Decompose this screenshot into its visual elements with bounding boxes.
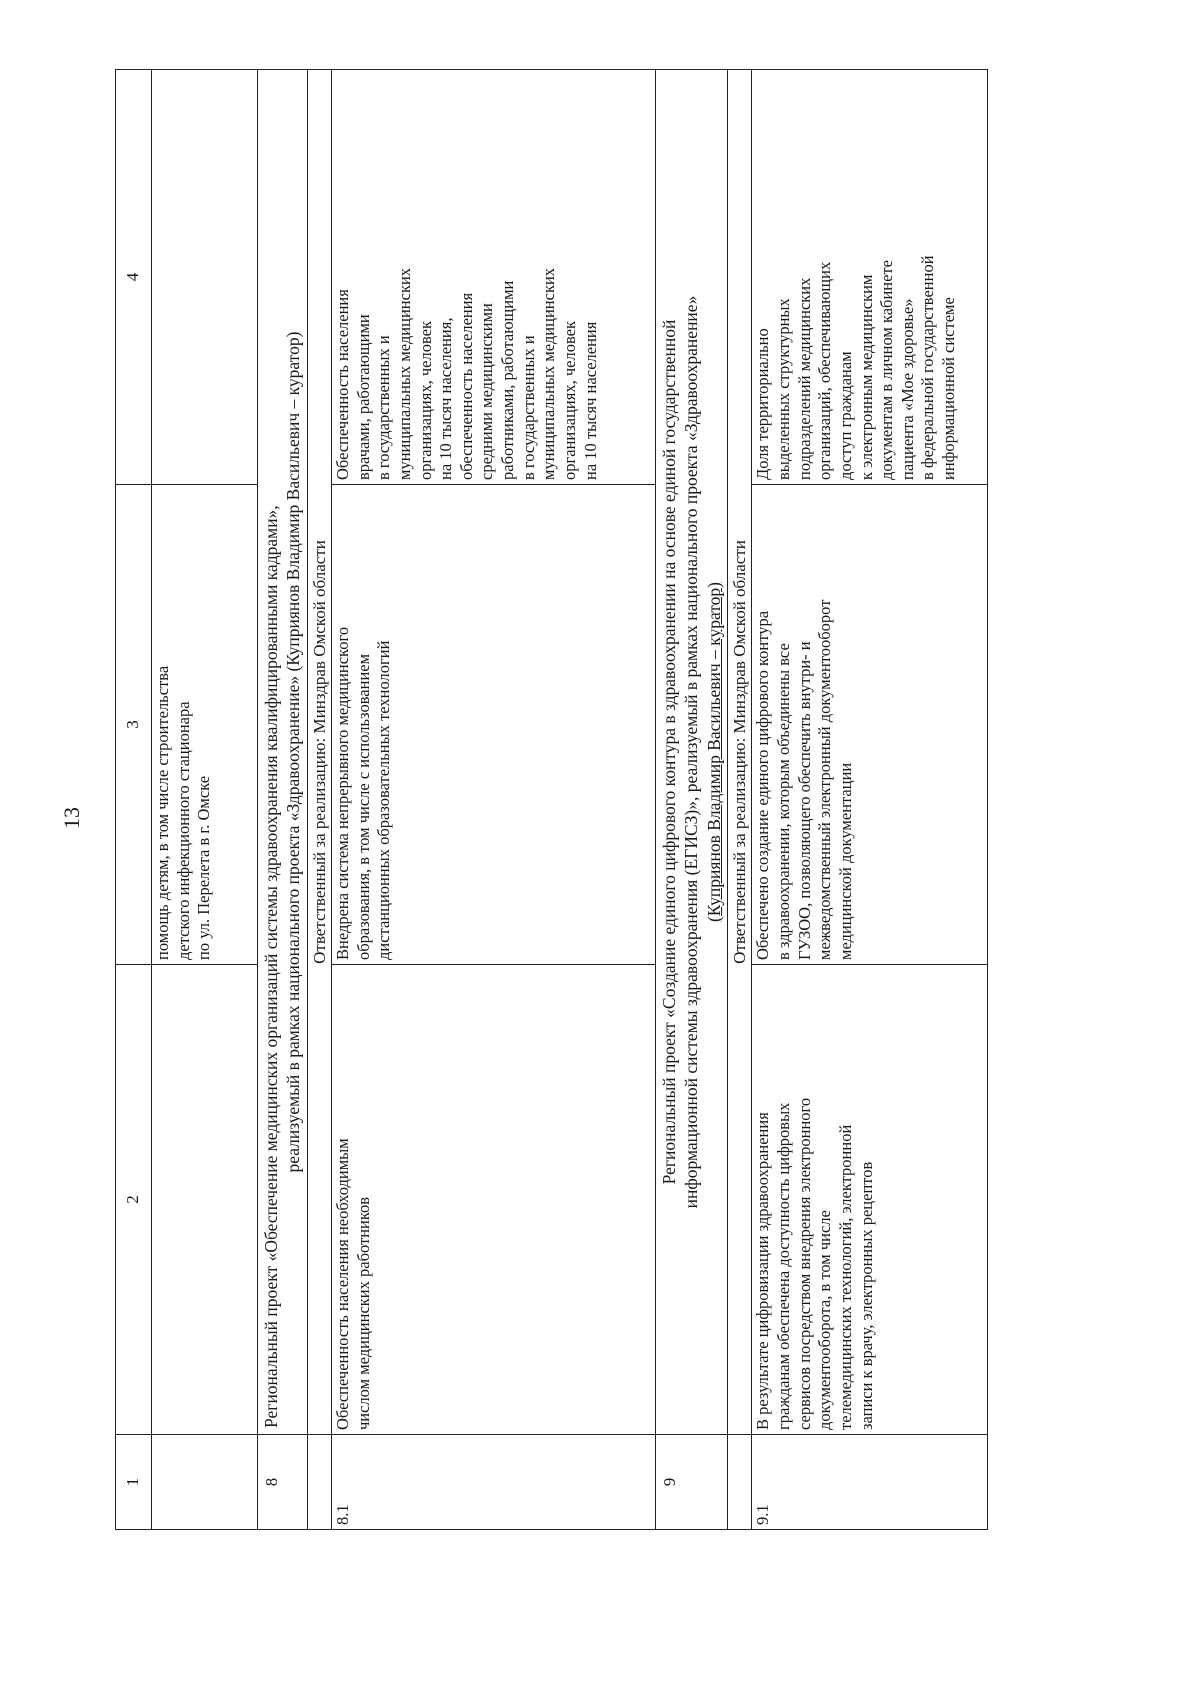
row-9-1-number: 9.1 [752, 1435, 988, 1530]
cell-continued-col3: помощь детям, в том числе строительства детского инфекционного стационара по ул. Перелета в г. Омске [152, 485, 258, 965]
cell-empty [728, 1435, 752, 1530]
row-8-1-measure: Внедрена система непрерывного медицинского образования, в том числе с использованием дистанционных образовательных технологий [332, 485, 656, 965]
row-9-1-measure: Обеспечено создание единого цифрового контура в здравоохранении, которым объединены все ГУЗОО, позволяющего обеспечить внутри- и межведомственный электронный документооборот медицинской документации [752, 485, 988, 965]
cell-empty [152, 70, 258, 485]
project-9-responsible: Ответственный за реализацию: Минздрав Омской области [728, 70, 752, 1435]
page-number: 13 [59, 807, 84, 829]
project-8-responsible-row [307, 70, 331, 1530]
row-8-1-result: Обеспеченность населения необходимым числом медицинских работников [332, 965, 656, 1435]
row-8-1-indicator: Обеспеченность населения врачами, работающими в государственных и муниципальных медицинских организациях, человек на 10 тысяч населения, обеспеченность населения средними медицинскими работниками, работающими в государственных и муниципальных медицинских организациях, человек на 10 тысяч населения [332, 70, 656, 485]
table-row-continued [152, 70, 258, 1530]
measures-table [115, 69, 988, 1530]
project-8-title-line1: Региональный проект «Обеспечение медицинских организаций системы здравоохранения квалифицированными кадрами», [261, 505, 281, 1428]
project-9-responsible-row [728, 70, 752, 1530]
project-8-row [258, 70, 308, 1530]
cell-empty [307, 1435, 331, 1530]
project-9-title [656, 70, 728, 1435]
project-8-responsible: Ответственный за реализацию: Минздрав Омской области [307, 70, 331, 1435]
row-9-1-indicator: Доля территориально выделенных структурных подразделений медицинских организаций, обеспечивающих доступ гражданам к электронным медицинским документам в личном кабинете пациента «Мое здоровье» в федеральной государственной информационной системе [752, 70, 988, 485]
header-col-3: 3 [116, 485, 152, 965]
project-9-row [656, 70, 728, 1530]
header-col-1: 1 [116, 1435, 152, 1530]
cell-empty [152, 1435, 258, 1530]
project-9-title-line1: Региональный проект «Создание единого цифрового контура в здравоохранении на основе единой государственной [659, 319, 680, 1185]
row-9-1-result: В результате цифровизации здравоохранения гражданам обеспечена доступность цифровых сервисов посредством внедрения электронного документооборота, в том числе телемедицинских технологий, электронной записи к врачу, электронных рецептов [752, 965, 988, 1435]
cell-empty [152, 965, 258, 1435]
header-col-2: 2 [116, 965, 152, 1435]
project-8-title-line2: реализуемый в рамках национального проекта «Здравоохранение» (Куприянов Владимир Васильевич – куратор) [283, 331, 304, 1173]
project-9-number: 9 [656, 1435, 728, 1530]
header-col-4: 4 [116, 70, 152, 485]
rotated-table-container [115, 70, 1047, 1530]
project-9-title-line3: (Куприянов Владимир Васильевич – куратор) [703, 581, 724, 923]
row-8-1-number: 8.1 [332, 1435, 656, 1530]
project-8-number: 8 [258, 1435, 308, 1530]
project-8-title [258, 70, 308, 1435]
header-row [116, 70, 152, 1530]
table-row-8-1 [332, 70, 656, 1530]
project-9-title-line2: информационной системы здравоохранения (ЕГИСЗ)», реализуемый в рамках национального проекта «Здравоохранение» [681, 295, 702, 1209]
table-row-9-1 [752, 70, 988, 1530]
